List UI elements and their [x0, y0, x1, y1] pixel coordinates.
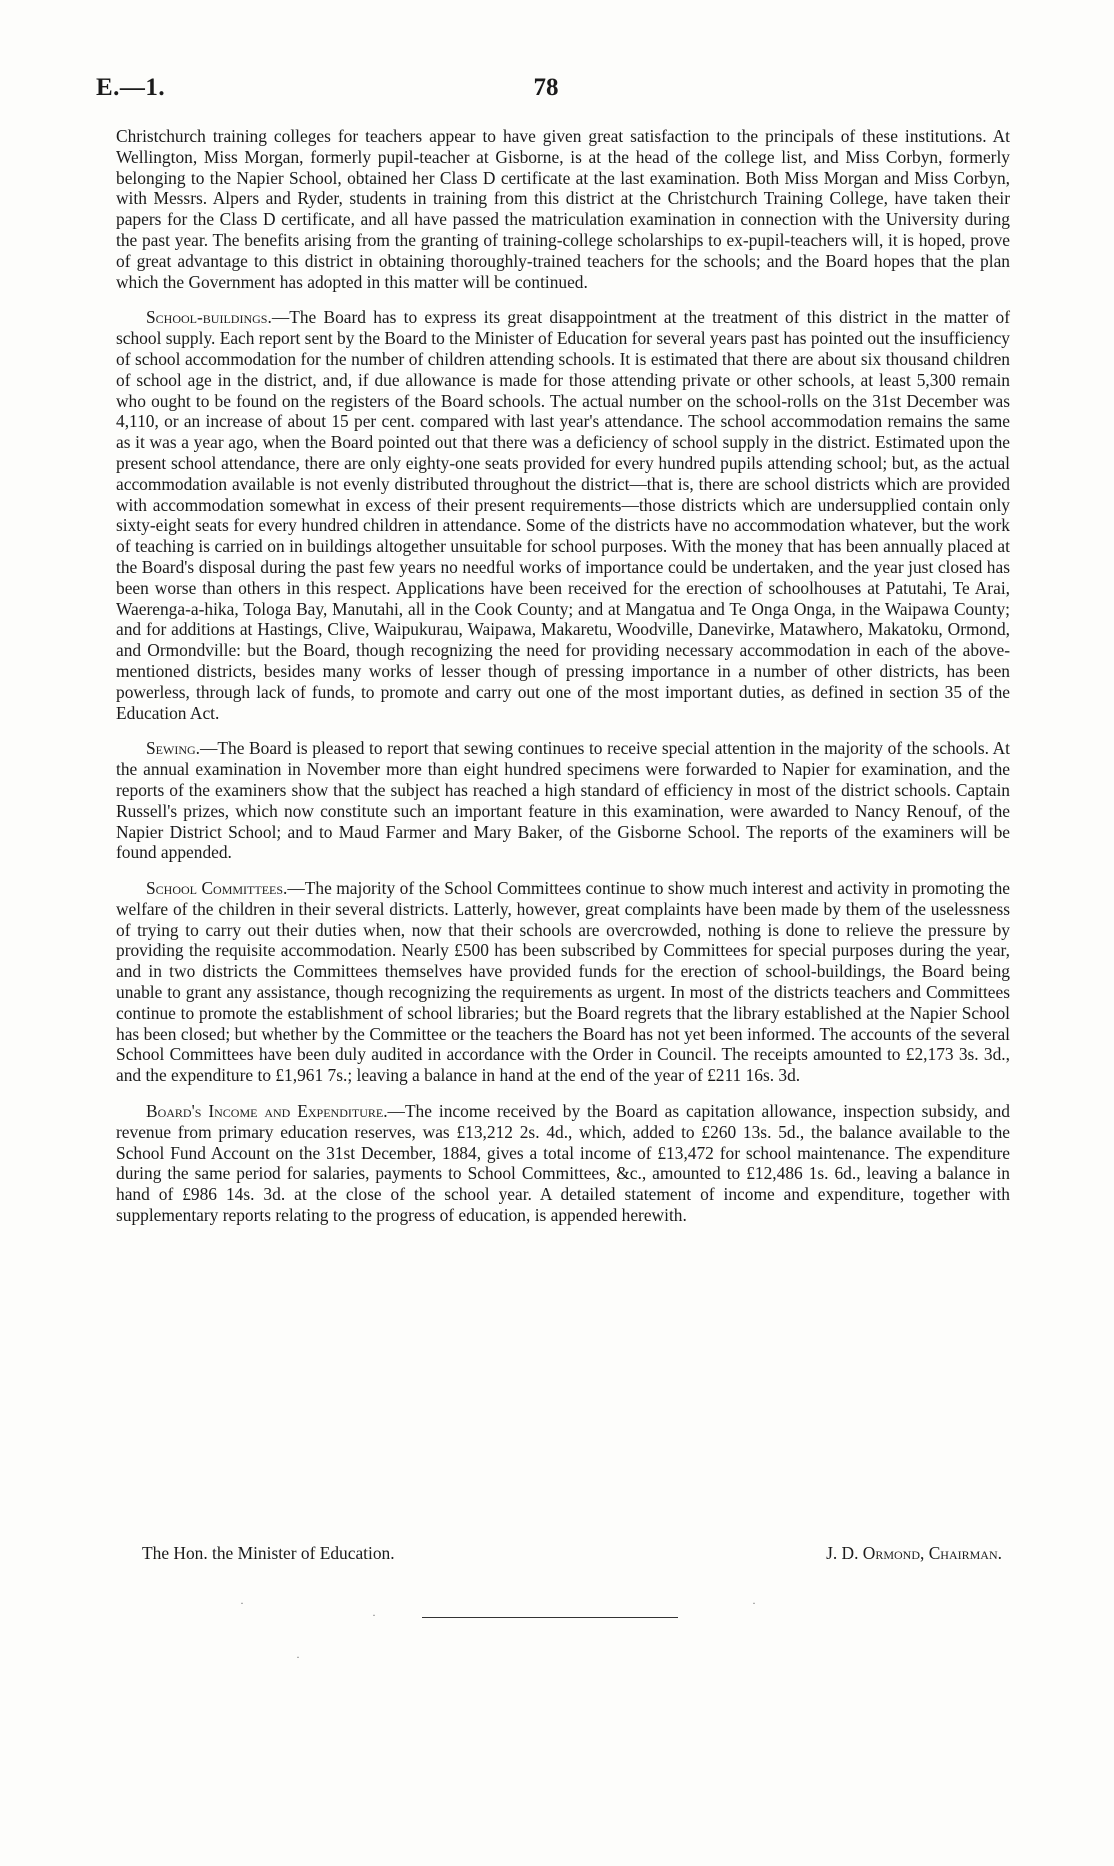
paragraph-school-committees	[116, 878, 1010, 1086]
section-heading: School-buildings.	[146, 307, 272, 328]
page-header	[96, 74, 996, 114]
paragraph-intro	[116, 126, 1010, 292]
closing-rule	[422, 1617, 678, 1618]
paragraph-text: —The Board has to express its great disappointment at the treatment of this district in the matter of school supply. Each report sent by the Board to the Minister of Education for several years past has pointed out the insufficiency of school accommodation for the number of children attending schools. It is estimated that there are about six thousand children of school age in the district, and, if due allowance is made for those attending private or other schools, at least 5,300 remain who ought to be found on the registers of the Board schools. The actual number on the school-rolls on the 31st December was 4,110, or an increase of about 15 per cent. compared with last year's attendance. The school accommodation remains the same as it was a year ago, when the Board pointed out that there was a deficiency of school supply in the district. Estimated upon the present school attendance, there are only eighty-one seats provided for every hundred pupils attending school; but, as the actual accommodation available is not evenly distributed throughout the district—that is, there are school districts which are provided with accommodation somewhat in excess of their present requirements—those districts which are undersupplied contain only sixty-eight seats for every hundred children in attendance. Some of the districts have no accommodation whatever, but the work of teaching is carried on in buildings altogether unsuitable for school purposes. With the money that has been annually placed at the Board's disposal during the past few years no needful works of importance could be undertaken, and the year just closed has been worse than others in this respect. Applications have been received for the erection of schoolhouses at Patutahi, Te Arai, Waerenga-a-hika, Tologa Bay, Manutahi, all in the Cook County; and at Mangatua and Te Onga Onga, in the Waipawa County; and for additions at Hastings, Clive, Waipukurau, Waipawa, Makaretu, Woodville, Danevirke, Matawhero, Makatoku, Ormond, and Ormondville: but the Board, though recognizing the need for providing necessary accommodation in each of the above-mentioned districts, besides many works of lesser though of pressing importance in a number of other districts, has been powerless, through lack of funds, to promote and carry out one of the most important duties, as defined in section 35 of the Education Act.	[116, 307, 1010, 723]
paragraph-income-expenditure	[116, 1101, 1010, 1226]
section-heading: School Committees.	[146, 878, 288, 899]
paragraph-text: Christchurch training colleges for teachers appear to have given great satisfaction to the principals of these institutions. At Wellington, Miss Morgan, formerly pupil-teacher at Gisborne, is at the head of the college list, and Miss Corbyn, formerly belonging to the Napier School, obtained her Class D certificate at the last examination. Both Miss Morgan and Miss Corbyn, with Messrs. Alpers and Ryder, students in training from this district at the Christchurch Training College, have taken their papers for the Class D certificate, and all have passed the matriculation examination in connection with the University during the past year. The benefits arising from the granting of training-college scholarships to ex-pupil-teachers will, it is hoped, prove of great advantage to this district in obtaining thoroughly-trained teachers for the schools; and the Board hopes that the plan which the Government has adopted in this matter will be continued.	[116, 126, 1010, 292]
paragraph-text: —The Board is pleased to report that sewing continues to receive special attention in the majority of the schools. At the annual examination in November more than eight hundred specimens were forwarded to Napier for examination, and the reports of the examiners show that the subject has reached a high standard of efficiency in most of the district schools. Captain Russell's prizes, which now constitute such an important feature in this examination, were awarded to Nancy Renouf, of the Napier District School; and to Maud Farmer and Mary Baker, of the Gisborne School. The reports of the examiners will be found appended.	[116, 738, 1010, 863]
section-heading: Board's Income and Expenditure.	[146, 1101, 388, 1122]
print-smudge: ·	[752, 1596, 756, 1610]
paragraph-school-buildings	[116, 307, 1010, 723]
closing-block	[142, 1543, 1002, 1567]
addressee: The Hon. the Minister of Education.	[142, 1543, 395, 1563]
print-smudge: ·	[296, 1650, 300, 1664]
print-smudge: ·	[240, 1596, 244, 1610]
signatory: J. D. Ormond, Chairman.	[826, 1543, 1002, 1563]
paragraph-text: —The majority of the School Committees continue to show much interest and activity in promoting the welfare of the children in their several districts. Latterly, however, great complaints have been made by them of the uselessness of trying to carry out their duties when, now that their schools are overcrowded, nothing is done to relieve the pressure by providing the requisite accommodation. Nearly £500 has been subscribed by Committees for special purposes during the year, and in two districts the Committees themselves have provided funds for the erection of school-buildings, the Board being unable to grant any assistance, though recognizing the requirements as urgent. In most of the districts teachers and Committees continue to promote the establishment of school libraries; but the Board regrets that the library established at the Napier School has been closed; but whether by the Committee or the teachers the Board has not yet been informed. The accounts of the several School Committees have been duly audited in accordance with the Order in Council. The receipts amounted to £2,173 3s. 3d., and the expenditure to £1,961 7s.; leaving a balance in hand at the end of the year of £211 16s. 3d.	[116, 878, 1011, 1086]
paragraph-sewing	[116, 738, 1010, 863]
paragraph-text: —The income received by the Board as capitation allowance, inspection subsidy, and revenue from primary education reserves, was £13,212 2s. 4d., which, added to £260 13s. 5d., the balance available to the School Fund Account on the 31st December, 1884, gives a total income of £13,472 for school maintenance. The expenditure during the same period for salaries, payments to School Committees, &c., amounted to £12,486 1s. 6d., leaving a balance in hand of £986 14s. 3d. at the close of the school year. A detailed statement of income and expenditure, together with supplementary reports relating to the progress of education, is appended herewith.	[116, 1101, 1010, 1226]
document-reference: E.—1.	[96, 74, 166, 101]
print-smudge: ·	[372, 1608, 376, 1622]
page-number: 78	[533, 74, 559, 101]
section-heading: Sewing.	[146, 738, 201, 759]
report-body	[116, 126, 1010, 1241]
